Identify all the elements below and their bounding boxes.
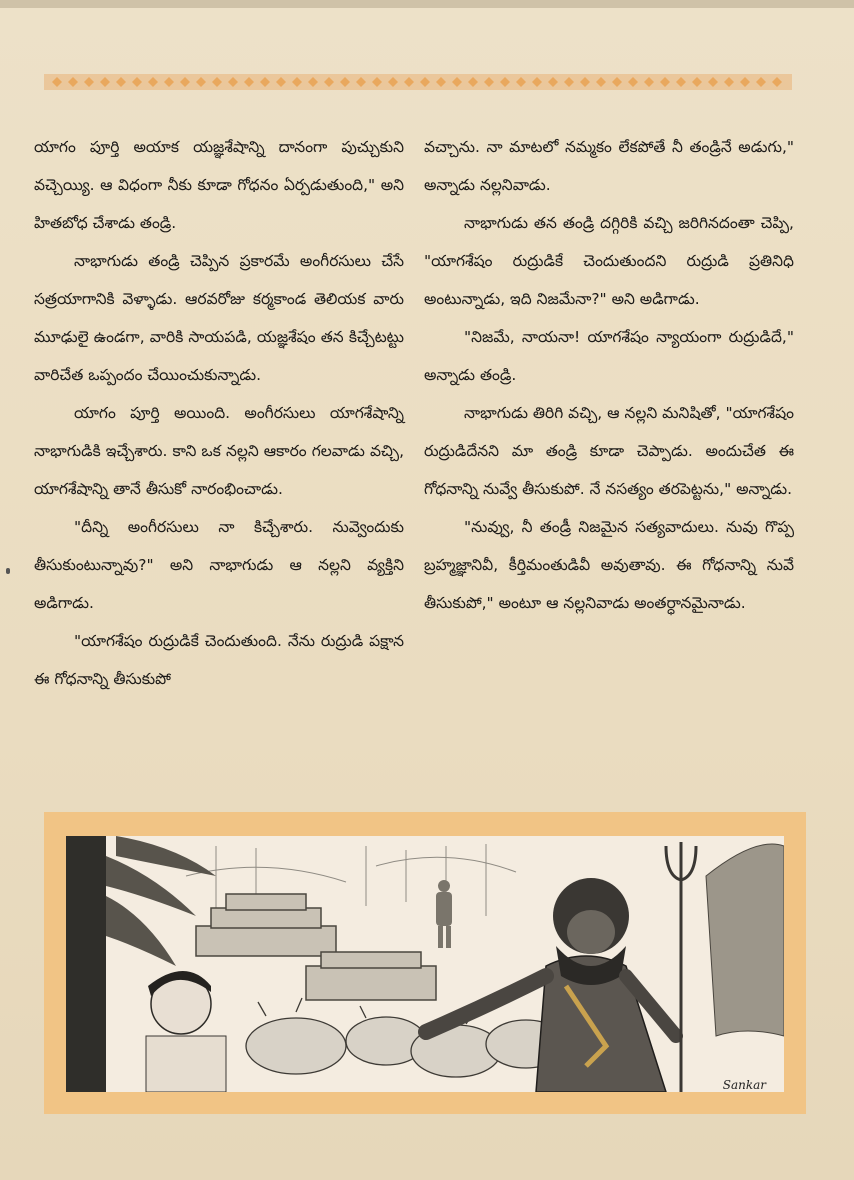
paragraph: నాభాగుడు తిరిగి వచ్చి, ఆ నల్లని మనిషితో, "యాగశేషం రుద్రుడిదేనని మా తండ్రి కూడా చెప్పాడు. అందుచేత ఈ గోధనాన్ని నువ్వే తీసుకుపో. నే నసత్యం తరపెట్టను," అన్నాడు. <box>424 404 794 498</box>
paragraph: "యాగశేషం రుద్రుడికే చెందుతుంది. నేను రుద్రుడి పక్షాన ఈ గోధనాన్ని తీసుకుపో <box>34 632 404 688</box>
illustration-frame <box>44 812 806 1114</box>
paragraph: "దీన్ని అంగీరసులు నా కిచ్చేశారు. నువ్వెందుకు తీసుకుంటున్నావు?" అని నాభాగుడు ఆ నల్లని వ్యక్తిని అడిగాడు. <box>34 518 404 612</box>
paragraph: "నిజమే, నాయనా! యాగశేషం న్యాయంగా రుద్రుడిదే," అన్నాడు తండ్రి. <box>424 328 794 384</box>
paragraph: యాగం పూర్తి అయింది. అంగీరసులు యాగశేషాన్ని నాభాగుడికి ఇచ్చేశారు. కాని ఒక నల్లని ఆకారం గలవాడు వచ్చి, యాగశేషాన్ని తానే తీసుకో నారంభించాడు. <box>34 404 404 498</box>
dark-pillar <box>66 836 106 1092</box>
paragraph: నాభాగుడు తన తండ్రి దగ్గిరికి వచ్చి జరిగినదంతా చెప్పి, "యాగశేషం రుద్రుడికే చెందుతుందని రుద్రుడి ప్రతినిధి అంటున్నాడు, ఇది నిజమేనా?" అని అడిగాడు. <box>424 214 794 308</box>
paragraph: "నువ్వు, నీ తండ్రీ నిజమైన సత్యవాదులు. నువు గొప్ప బ్రహ్మజ్ఞానివీ, కీర్తిమంతుడివీ అవుతావు. ఈ గోధనాన్ని నువే తీసుకుపో," అంటూ ఆ నల్లనివాడు అంతర్ధానమైనాడు. <box>424 518 794 612</box>
text-column-right <box>424 128 794 622</box>
illustration-drawing <box>66 836 784 1092</box>
paragraph: నాభాగుడు తండ్రి చెప్పిన ప్రకారమే అంగీరసులు చేసే సత్రయాగానికి వెళ్ళాడు. ఆరవరోజు కర్మకాండ తెలియక వారు మూఢులై ఉండగా, వారికి సాయపడి, యజ్ఞశేషం తన కిచ్చేటట్టు వారిచేత ఒప్పందం చేయించుకున్నాడు. <box>34 252 404 384</box>
paragraph: వచ్చాను. నా మాటలో నమ్మకం లేకపోతే నీ తండ్రినే అడుగు," అన్నాడు నల్లనివాడు. <box>424 138 794 194</box>
artist-signature: Sankar <box>722 1078 766 1092</box>
text-column-left <box>34 128 404 698</box>
margin-mark <box>6 568 10 574</box>
altar-right <box>306 952 436 1000</box>
decorative-border <box>44 70 792 94</box>
hut-right <box>706 844 784 1036</box>
top-edge <box>0 0 854 8</box>
paragraph: యాగం పూర్తి అయాక యజ్ఞశేషాన్ని దానంగా పుచ్చుకుని వచ్చెయ్యి. ఆ విధంగా నీకు కూడా గోధనం ఏర్పడుతుంది," అని హితబోధ చేశాడు తండ్రి. <box>34 138 404 232</box>
